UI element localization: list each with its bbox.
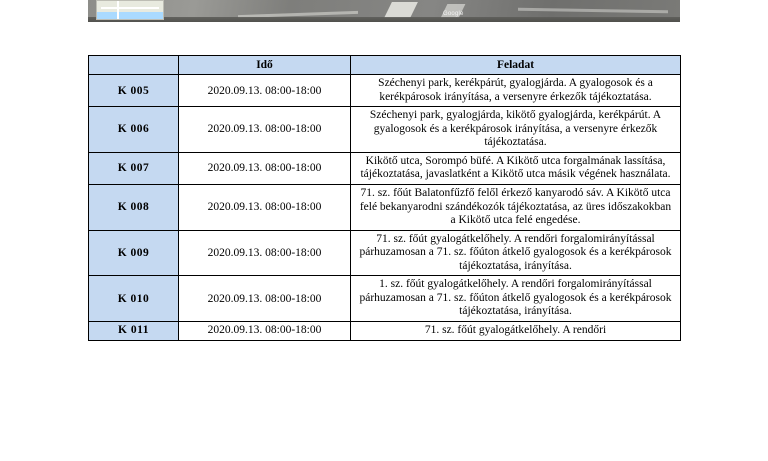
map-water-area bbox=[97, 12, 163, 19]
map-attribution-label: Google bbox=[443, 11, 464, 17]
row-task: 71. sz. főút gyalogátkelőhely. A rendőri bbox=[351, 322, 681, 341]
row-task: 71. sz. főút Balatonfűzfő felől érkező kanyarodó sáv. A Kikötő utca felé bekanyarodni szándékozók tájékoztatása, az üres időszakokban a Kikötő utca felé engedése. bbox=[351, 184, 681, 230]
map-image bbox=[88, 0, 680, 22]
schedule-table bbox=[88, 55, 681, 341]
table-row bbox=[89, 230, 681, 276]
row-time: 2020.09.13. 08:00-18:00 bbox=[179, 107, 351, 153]
row-time: 2020.09.13. 08:00-18:00 bbox=[179, 322, 351, 341]
row-code: K 009 bbox=[89, 230, 179, 276]
table-header-row bbox=[89, 56, 681, 75]
page-bottom-clip bbox=[0, 455, 768, 461]
column-header-code bbox=[89, 56, 179, 75]
column-header-time: Idő bbox=[179, 56, 351, 75]
table-row bbox=[89, 75, 681, 107]
row-code: K 011 bbox=[89, 322, 179, 341]
row-time: 2020.09.13. 08:00-18:00 bbox=[179, 75, 351, 107]
row-time: 2020.09.13. 08:00-18:00 bbox=[179, 184, 351, 230]
table-row bbox=[89, 322, 681, 341]
map-curb bbox=[88, 17, 680, 22]
table-row bbox=[89, 152, 681, 184]
row-task: Kikötő utca, Sorompó büfé. A Kikötő utca forgalmának lassítása, tájékoztatása, javaslatként a Kikötő utca másik végének használata. bbox=[351, 152, 681, 184]
row-time: 2020.09.13. 08:00-18:00 bbox=[179, 152, 351, 184]
schedule-table-container bbox=[88, 55, 680, 341]
row-task: 1. sz. főút gyalogátkelőhely. A rendőri forgalomirányítással párhuzamosan a 71. sz. főúton átkelő gyalogosok és a kerékpárosok tájékoztatása, irányítása. bbox=[351, 276, 681, 322]
map-inset-road bbox=[101, 7, 159, 9]
table-row bbox=[89, 276, 681, 322]
row-time: 2020.09.13. 08:00-18:00 bbox=[179, 276, 351, 322]
row-code: K 008 bbox=[89, 184, 179, 230]
row-code: K 006 bbox=[89, 107, 179, 153]
column-header-task: Feladat bbox=[351, 56, 681, 75]
row-task: Széchenyi park, kerékpárút, gyalogjárda. A gyalogosok és a kerékpárosok irányítása, a versenyre érkezők tájékoztatása. bbox=[351, 75, 681, 107]
row-code: K 005 bbox=[89, 75, 179, 107]
row-task: 71. sz. főút gyalogátkelőhely. A rendőri forgalomirányítással párhuzamosan a 71. sz. főúton átkelő gyalogosok és a kerékpárosok tájékoztatása, irányítása. bbox=[351, 230, 681, 276]
row-time: 2020.09.13. 08:00-18:00 bbox=[179, 230, 351, 276]
table-row bbox=[89, 107, 681, 153]
map-overview-inset bbox=[96, 0, 164, 20]
row-code: K 007 bbox=[89, 152, 179, 184]
map-inset-road bbox=[117, 1, 119, 19]
row-task: Széchenyi park, gyalogjárda, kikötő gyalogjárda, kerékpárút. A gyalogosok és a kerékpárosok irányítása, a versenyre érkezők tájékoztatása. bbox=[351, 107, 681, 153]
table-row bbox=[89, 184, 681, 230]
row-code: K 010 bbox=[89, 276, 179, 322]
